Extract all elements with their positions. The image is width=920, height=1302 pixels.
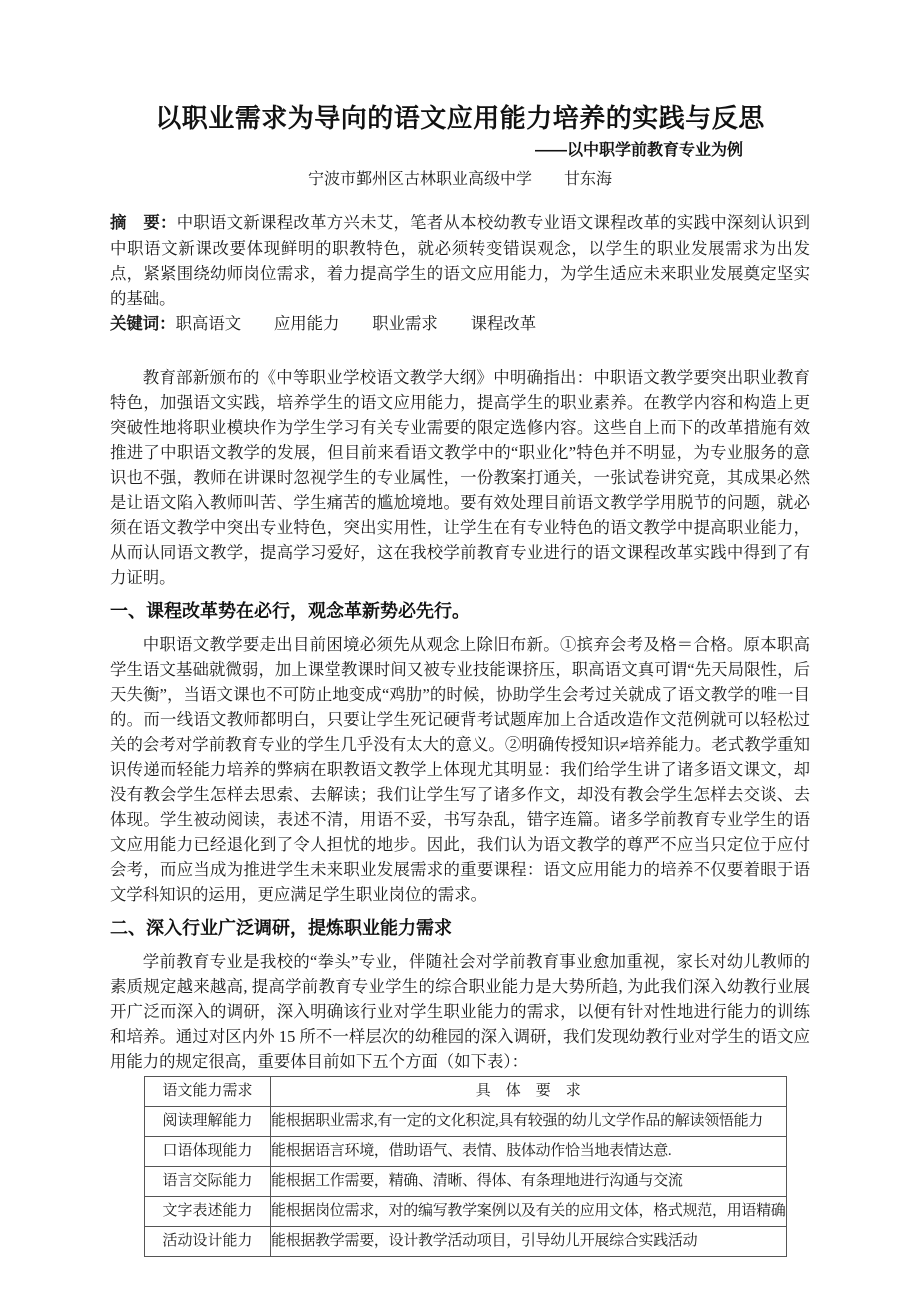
keywords-line <box>110 311 810 337</box>
section-1-paragraph: 中职语文教学要走出目前困境必须先从观念上除旧布新。①摈弃会考及格＝合格。原本职高学生语文基础就微弱，加上课堂教课时间又被专业技能课挤压，职高语文真可谓“先天局限性，后天失衡”，当语文课也不可防止地变成“鸡肋”的时候，协助学生会考过关就成了语文教学的唯一目的。而一线语文教师都明白，只要让学生死记硬背考试题库加上合适改造作文范例就可以轻松过关的会考对学前教育专业的学生几乎没有太大的意义。②明确传授知识≠培养能力。老式教学重知识传递而轻能力培养的弊病在职教语文教学上体现尤其明显：我们给学生讲了诸多语文课文，却没有教会学生怎样去思索、去解读；我们让学生写了诸多作文，却没有教会学生怎样去交谈、去体现。学生被动阅读，表述不清，用语不妥，书写杂乱，错字连篇。诸多学前教育专业学生的语文应用能力已经退化到了令人担忧的地步。因此，我们认为语文教学的尊严不应当只定位于应付会考，而应当成为推进学生未来职业发展需求的重要课程：语文应用能力的培养不仅要着眼于语文学科知识的运用，更应满足学生职业岗位的需求。 <box>110 635 810 904</box>
section-1-heading: 一、课程改革势在必行，观念革新势必先行。 <box>110 601 470 621</box>
table-header-row <box>145 1077 787 1107</box>
requirement-cell: 能根据岗位需求，对的编写教学案例以及有关的应用文体，格式规范，用语精确 <box>271 1197 787 1227</box>
keywords-text: 职高语文 应用能力 职业需求 课程改革 <box>175 314 537 333</box>
ability-cell: 口语体现能力 <box>145 1137 271 1167</box>
section-2-paragraph: 学前教育专业是我校的“拳头”专业，伴随社会对学前教育事业愈加重视，家长对幼儿教师的素质规定越来越高, 提高学前教育专业学生的综合职业能力是大势所趋, 为此我们深入幼教行业展开广泛而深入的调研，深入明确该行业对学生职业能力的需求，以便有针对性地进行能力的训练和培养。通过对区内外 15 所不一样层次的幼稚园的深入调研，我们发现幼教行业对学生的语文应用能力的规定很高，重要体目前如下五个方面（如下表）： <box>110 952 810 1071</box>
ability-cell: 活动设计能力 <box>145 1227 271 1257</box>
requirement-cell: 能根据职业需求,有一定的文化积淀,具有较强的幼儿文学作品的解读领悟能力 <box>271 1107 787 1137</box>
author-line: 宁波市鄞州区古林职业高级中学 甘东海 <box>307 171 612 188</box>
requirement-cell: 能根据工作需要，精确、清晰、得体、有条理地进行沟通与交流 <box>271 1167 787 1197</box>
table-row <box>145 1227 787 1257</box>
abstract-paragraph <box>110 210 810 311</box>
ability-cell: 语言交际能力 <box>145 1167 271 1197</box>
page-title: 以职业需求为导向的语文应用能力培养的实践与反思 <box>155 103 765 133</box>
section-2-heading: 二、深入行业广泛调研，提炼职业能力需求 <box>110 918 452 938</box>
keywords-label: 关键词： <box>110 315 176 333</box>
abstract-text: 中职语文新课程改革方兴未艾，笔者从本校幼教专业语文课程改革的实践中深刻认识到中职语文新课改要体现鲜明的职教特色，就必须转变错误观念，以学生的职业发展需求为出发点，紧紧围绕幼师岗位需求，着力提高学生的语文应用能力，为学生适应未来职业发展奠定坚实的基础。 <box>110 213 811 308</box>
intro-paragraph: 教育部新颁布的《中等职业学校语文教学大纲》中明确指出：中职语文教学要突出职业教育特色，加强语文实践，培养学生的语文应用能力，提高学生的职业素养。在教学内容和构造上更突破性地将职业模块作为学生学习有关专业需要的限定选修内容。这些自上而下的改革措施有效推进了中职语文教学的发展，但目前来看语文教学中的“职业化”特色并不明显，为专业服务的意识也不强，教师在讲课时忽视学生的专业属性，一份教案打通关，一张试卷讲究竟，其成果必然是让语文陷入教师叫苦、学生痛苦的尴尬境地。要有效处理目前语文教学学用脱节的问题，就必须在语文教学中突出专业特色，突出实用性，让学生在有专业特色的语文教学中提高职业能力，从而认同语文教学，提高学习爱好，这在我校学前教育专业进行的语文课程改革实践中得到了有力证明。 <box>110 368 810 587</box>
header-requirement-cell: 具 体 要 求 <box>271 1077 787 1107</box>
requirement-cell: 能根据语言环境，借助语气、表情、肢体动作恰当地表情达意. <box>271 1137 787 1167</box>
ability-cell: 文字表述能力 <box>145 1197 271 1227</box>
header-ability-cell: 语文能力需求 <box>145 1077 271 1107</box>
table-row <box>145 1107 787 1137</box>
ability-cell: 阅读理解能力 <box>145 1107 271 1137</box>
table-row <box>145 1197 787 1227</box>
table-row <box>145 1137 787 1167</box>
table-row <box>145 1167 787 1197</box>
requirements-table <box>144 1076 787 1257</box>
requirement-cell: 能根据教学需要，设计教学活动项目，引导幼儿开展综合实践活动 <box>271 1227 787 1257</box>
abstract-label: 摘 要： <box>110 214 177 232</box>
page-subtitle: ——以中职学前教育专业为例 <box>534 142 743 159</box>
